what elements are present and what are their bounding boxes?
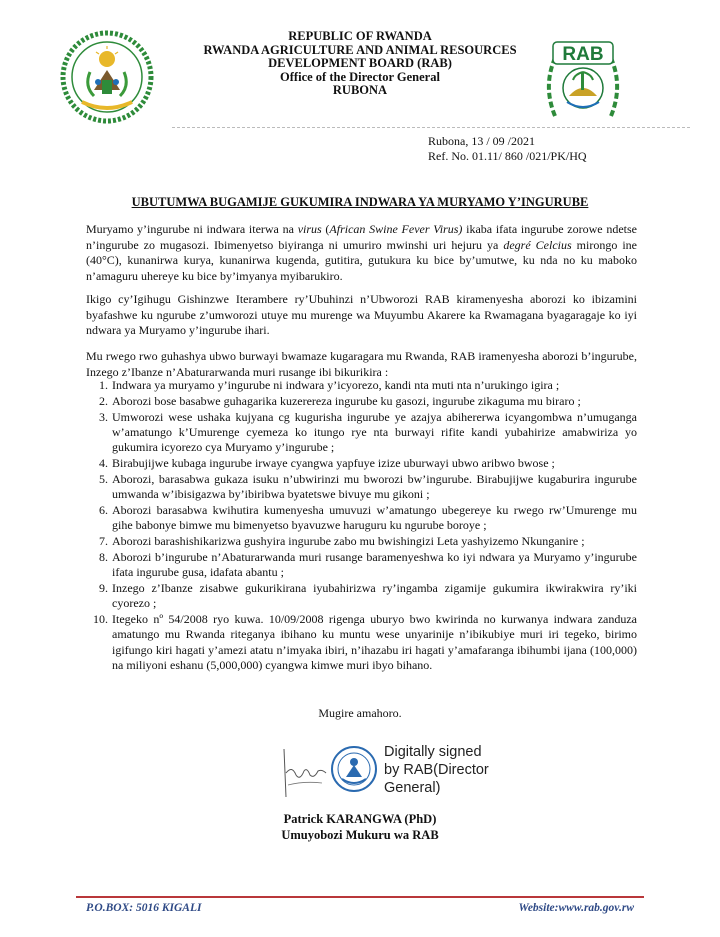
signer-role: Umuyobozi Mukuru wa RAB bbox=[281, 828, 439, 842]
closing-greeting: Mugire amahoro. bbox=[318, 706, 402, 720]
reference-block bbox=[428, 134, 587, 164]
document-title: UBUTUMWA BUGAMIJE GUKUMIRA INDWARA YA MURYAMO Y’INGURUBE bbox=[131, 195, 589, 209]
list-item: 6. Aborozi barasabwa kwihutira kumenyesha umuvuzi w’amatungo ubegereye ku rwego rw’Umurenge mu gihe babonye bimwe mu bimenyetso byavuzwe haruguru ku ngurube boroye ; bbox=[99, 502, 637, 533]
signer-name: Patrick KARANGWA (PhD) bbox=[283, 812, 437, 826]
list-item: 5. Aborozi, barasabwa gukaza isuku n’ubwirinzi mu bworozi bw’ingurube. Birabujijwe kugaburira ingurube umwanda w’ibisigazwa by’ibiribwa byatetswe bivuye mu gikoni ; bbox=[99, 471, 637, 502]
letterhead-line-rab: DEVELOPMENT BOARD (RAB) bbox=[268, 56, 452, 70]
letterhead-line-republic: REPUBLIC OF RWANDA bbox=[288, 29, 432, 43]
rab-logo-icon bbox=[537, 36, 629, 128]
footer-pobox: P.O.BOX: 5016 KIGALI bbox=[86, 902, 202, 914]
list-item: 4. Birabujijwe kubaga ingurube irwaye cyangwa yapfuye izize uburwayi ubwo aribwo bwose ; bbox=[99, 455, 555, 470]
handwritten-signature-icon bbox=[274, 743, 332, 801]
paragraph-measures-intro: Mu rwego rwo guhashya ubwo burwayi bwamaze kugaragara mu Rwanda, RAB iramenyesha aborozi b’ingurube, Inzego z’Ibanze n’Abaturarwanda muri rusange ibi bikurikira : bbox=[86, 349, 637, 379]
svg-text:RAB: RAB bbox=[562, 44, 604, 65]
list-item: 2. Aborozi bose basabwe guhagarika kuzerereza ingurube ku gasozi, ingurube zikaguma mu biraro ; bbox=[99, 393, 581, 408]
letterhead bbox=[160, 30, 560, 98]
list-item: 7. Aborozi barashishikarizwa gushyira ingurube zabo mu bwishingizi Leta yashyizemo Nkunganire ; bbox=[99, 533, 585, 548]
paragraph-intro: Muryamo y’ingurube ni indwara iterwa na virus (African Swine Fever Virus) ikaba ifata ingurube zorowe ndetse n’ingurube zo mugasozi. Ibimenyetso biyiranga ni umuriro mwinshi uri hejuru ya degré Celcius mirongo ine (40°C), kunanirwa kurya, kunanirwa kugenda, gutitira, gutukura ku bice by’umutwe, ku nda no ku maboko n’amaguru uhereye ku bice by’imyanya myibarukiro. bbox=[86, 222, 637, 283]
footer-website: Website:www.rab.gov.rw bbox=[518, 902, 634, 914]
list-item: 9. Inzego z’Ibanze zisabwe gukurikirana iyubahirizwa ry’ingamba zigamije gukumira ikwirakwira ry’iki cyorezo ; bbox=[99, 580, 637, 611]
list-item: 3. Umworozi wese ushaka kujyana cg kugurisha ingurube ye azajya abihererwa icyangombwa n’umuganga w’amatungo k’Umurenge cyemeza ko itungo rye nta burwayi rifite kandi yubahirize amabwiriza yo gukumira icyorezo cya Muryamo y’ingurube ; bbox=[99, 409, 637, 455]
letterhead-line-office: Office of the Director General bbox=[280, 69, 440, 84]
letterhead-line-board: RWANDA AGRICULTURE AND ANIMAL RESOURCES bbox=[203, 42, 517, 57]
asf-term: African Swine Fever Virus) bbox=[329, 222, 463, 236]
rwanda-coat-of-arms-icon bbox=[60, 30, 155, 125]
list-item: 10. Itegeko nº 54/2008 ryo kuwa. 10/09/2008 rigenga uburyo bwo kwirinda no kurwanya indwara zanduza amatungo mu Rwanda riteganya ibihano ku muntu wese unyarinije n’ibikubiye muri iri tegeko, birimo igifungo kiri hagati y’amezi atatu n’imyaka ibiri, n’ihazabu iri hagati y’amafaranga ibihumbi ijana (100,000) na miliyoni eshanu (5,000,000) cyangwa kimwe muri ibyo bihano. bbox=[93, 611, 637, 672]
letterhead-line-rubona: RUBONA bbox=[332, 83, 388, 97]
signer-block bbox=[0, 811, 720, 843]
footer-divider bbox=[76, 896, 644, 898]
reference-number: Ref. No. 01.11/ 860 /021/PK/HQ bbox=[428, 149, 587, 163]
list-item: 8. Aborozi b’ingurube n’Abaturarwanda muri rusange baramenyeshwa ko iyi ndwara ya Muryamo y’ingurube ifata ingurube gusa, idafata abantu ; bbox=[99, 549, 637, 580]
virus-term: virus bbox=[297, 222, 322, 236]
measures-list bbox=[86, 378, 637, 674]
header-divider bbox=[172, 127, 690, 128]
paragraph-announcement: Ikigo cy’Igihugu Gishinzwe Iterambere ry’Ubuhinzi n’Ubworozi RAB kiramenyesha aborozi ko ibizamini byafashwe ku ngurube z’umworozi utuye mu murenge wa Muyumbu Akarere ka Rwamagana byagaragaje ko iyi ndwara ya Muryamo y’ingurube ihari. bbox=[86, 292, 637, 337]
rwanda-seal-icon bbox=[330, 745, 378, 793]
place-date: Rubona, 13 / 09 /2021 bbox=[428, 134, 535, 148]
list-item: 1. Indwara ya muryamo y’ingurube ni indwara y’icyorezo, kandi nta muti nta n’urukingo igira ; bbox=[99, 378, 560, 392]
degre-term: degré Celcius bbox=[503, 237, 572, 252]
digital-signature-note: Digitally signed by RAB(Director General) bbox=[384, 744, 489, 796]
